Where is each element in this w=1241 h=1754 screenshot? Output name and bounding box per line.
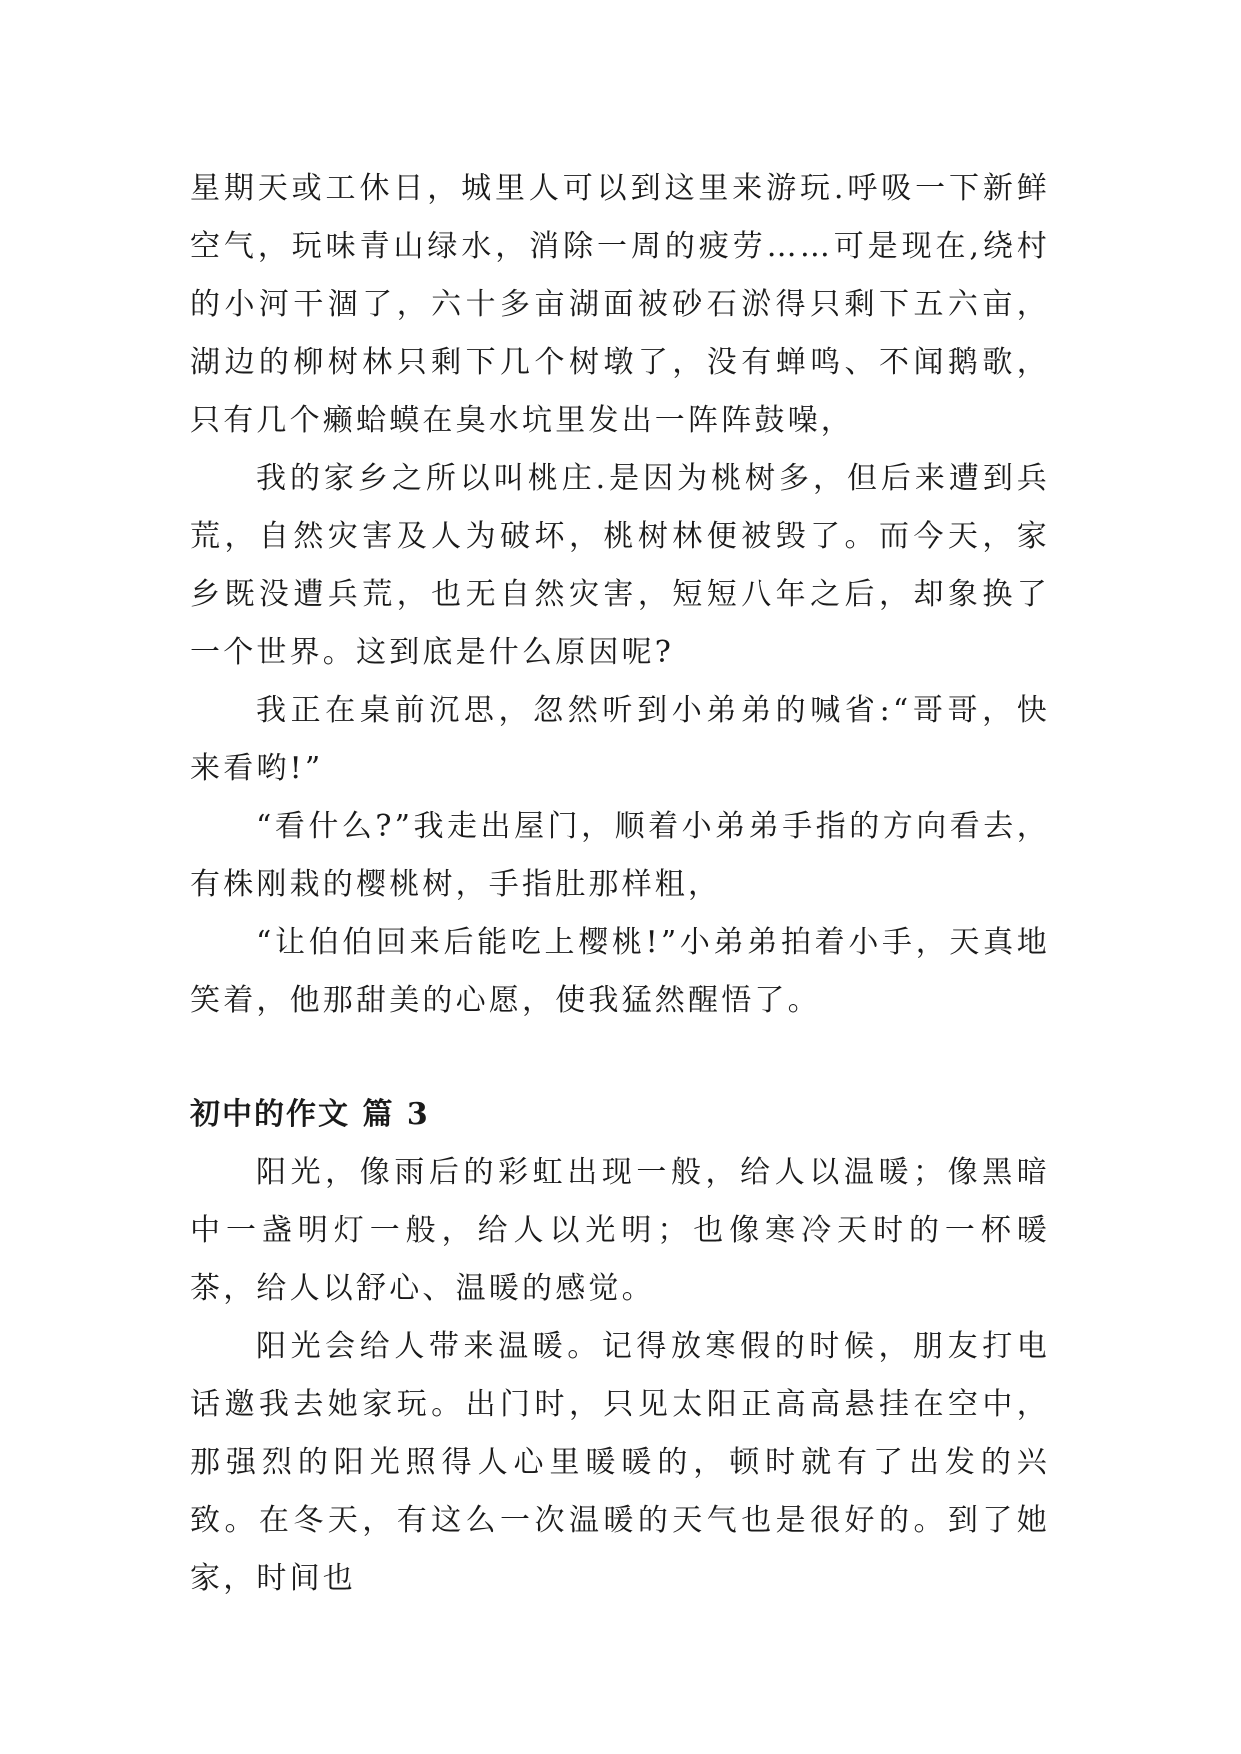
paragraph-1: 星期天或工休日，城里人可以到这里来游玩.呼吸一下新鲜空气，玩味青山绿水，消除一周的疲劳……可是现在,绕村的小河干涸了，六十多亩湖面被砂石淤得只剩下五六亩，湖边的柳树林只剩下几个树墩了，没有蝉鸣、不闻鹅歌，只有几个癞蛤蟆在臭水坑里发出一阵阵鼓噪， <box>190 171 1050 438</box>
paragraph-2: 我的家乡之所以叫桃庄.是因为桃树多，但后来遭到兵荒，自然灾害及人为破坏，桃树林便被毁了。而今天，家乡既没遭兵荒，也无自然灾害，短短八年之后，却象换了一个世界。这到底是什么原因呢? <box>190 461 1050 670</box>
paragraph-7: 阳光会给人带来温暖。记得放寒假的时候，朋友打电话邀我去她家玩。出门时，只见太阳正高高悬挂在空中，那强烈的阳光照得人心里暖暖的，顿时就有了出发的兴致。在冬天，有这么一次温暖的天气也是很好的。到了她家，时间也 <box>190 1329 1050 1596</box>
paragraph-5: “让伯伯回来后能吃上樱桃!”小弟弟拍着小手，天真地笑着，他那甜美的心愿，使我猛然醒悟了。 <box>190 925 1050 1018</box>
paragraph-3: 我正在桌前沉思，忽然听到小弟弟的喊省:“哥哥，快来看哟!” <box>190 693 1050 786</box>
section-heading: 初中的作文 篇 3 <box>190 1097 430 1132</box>
paragraph-4: “看什么?”我走出屋门，顺着小弟弟手指的方向看去，有株刚栽的樱桃树，手指肚那样粗， <box>190 809 1050 902</box>
document-body <box>190 160 1050 1608</box>
paragraph-6: 阳光，像雨后的彩虹出现一般，给人以温暖；像黑暗中一盏明灯一般，给人以光明；也像寒冷天时的一杯暖茶，给人以舒心、温暖的感觉。 <box>190 1155 1050 1306</box>
